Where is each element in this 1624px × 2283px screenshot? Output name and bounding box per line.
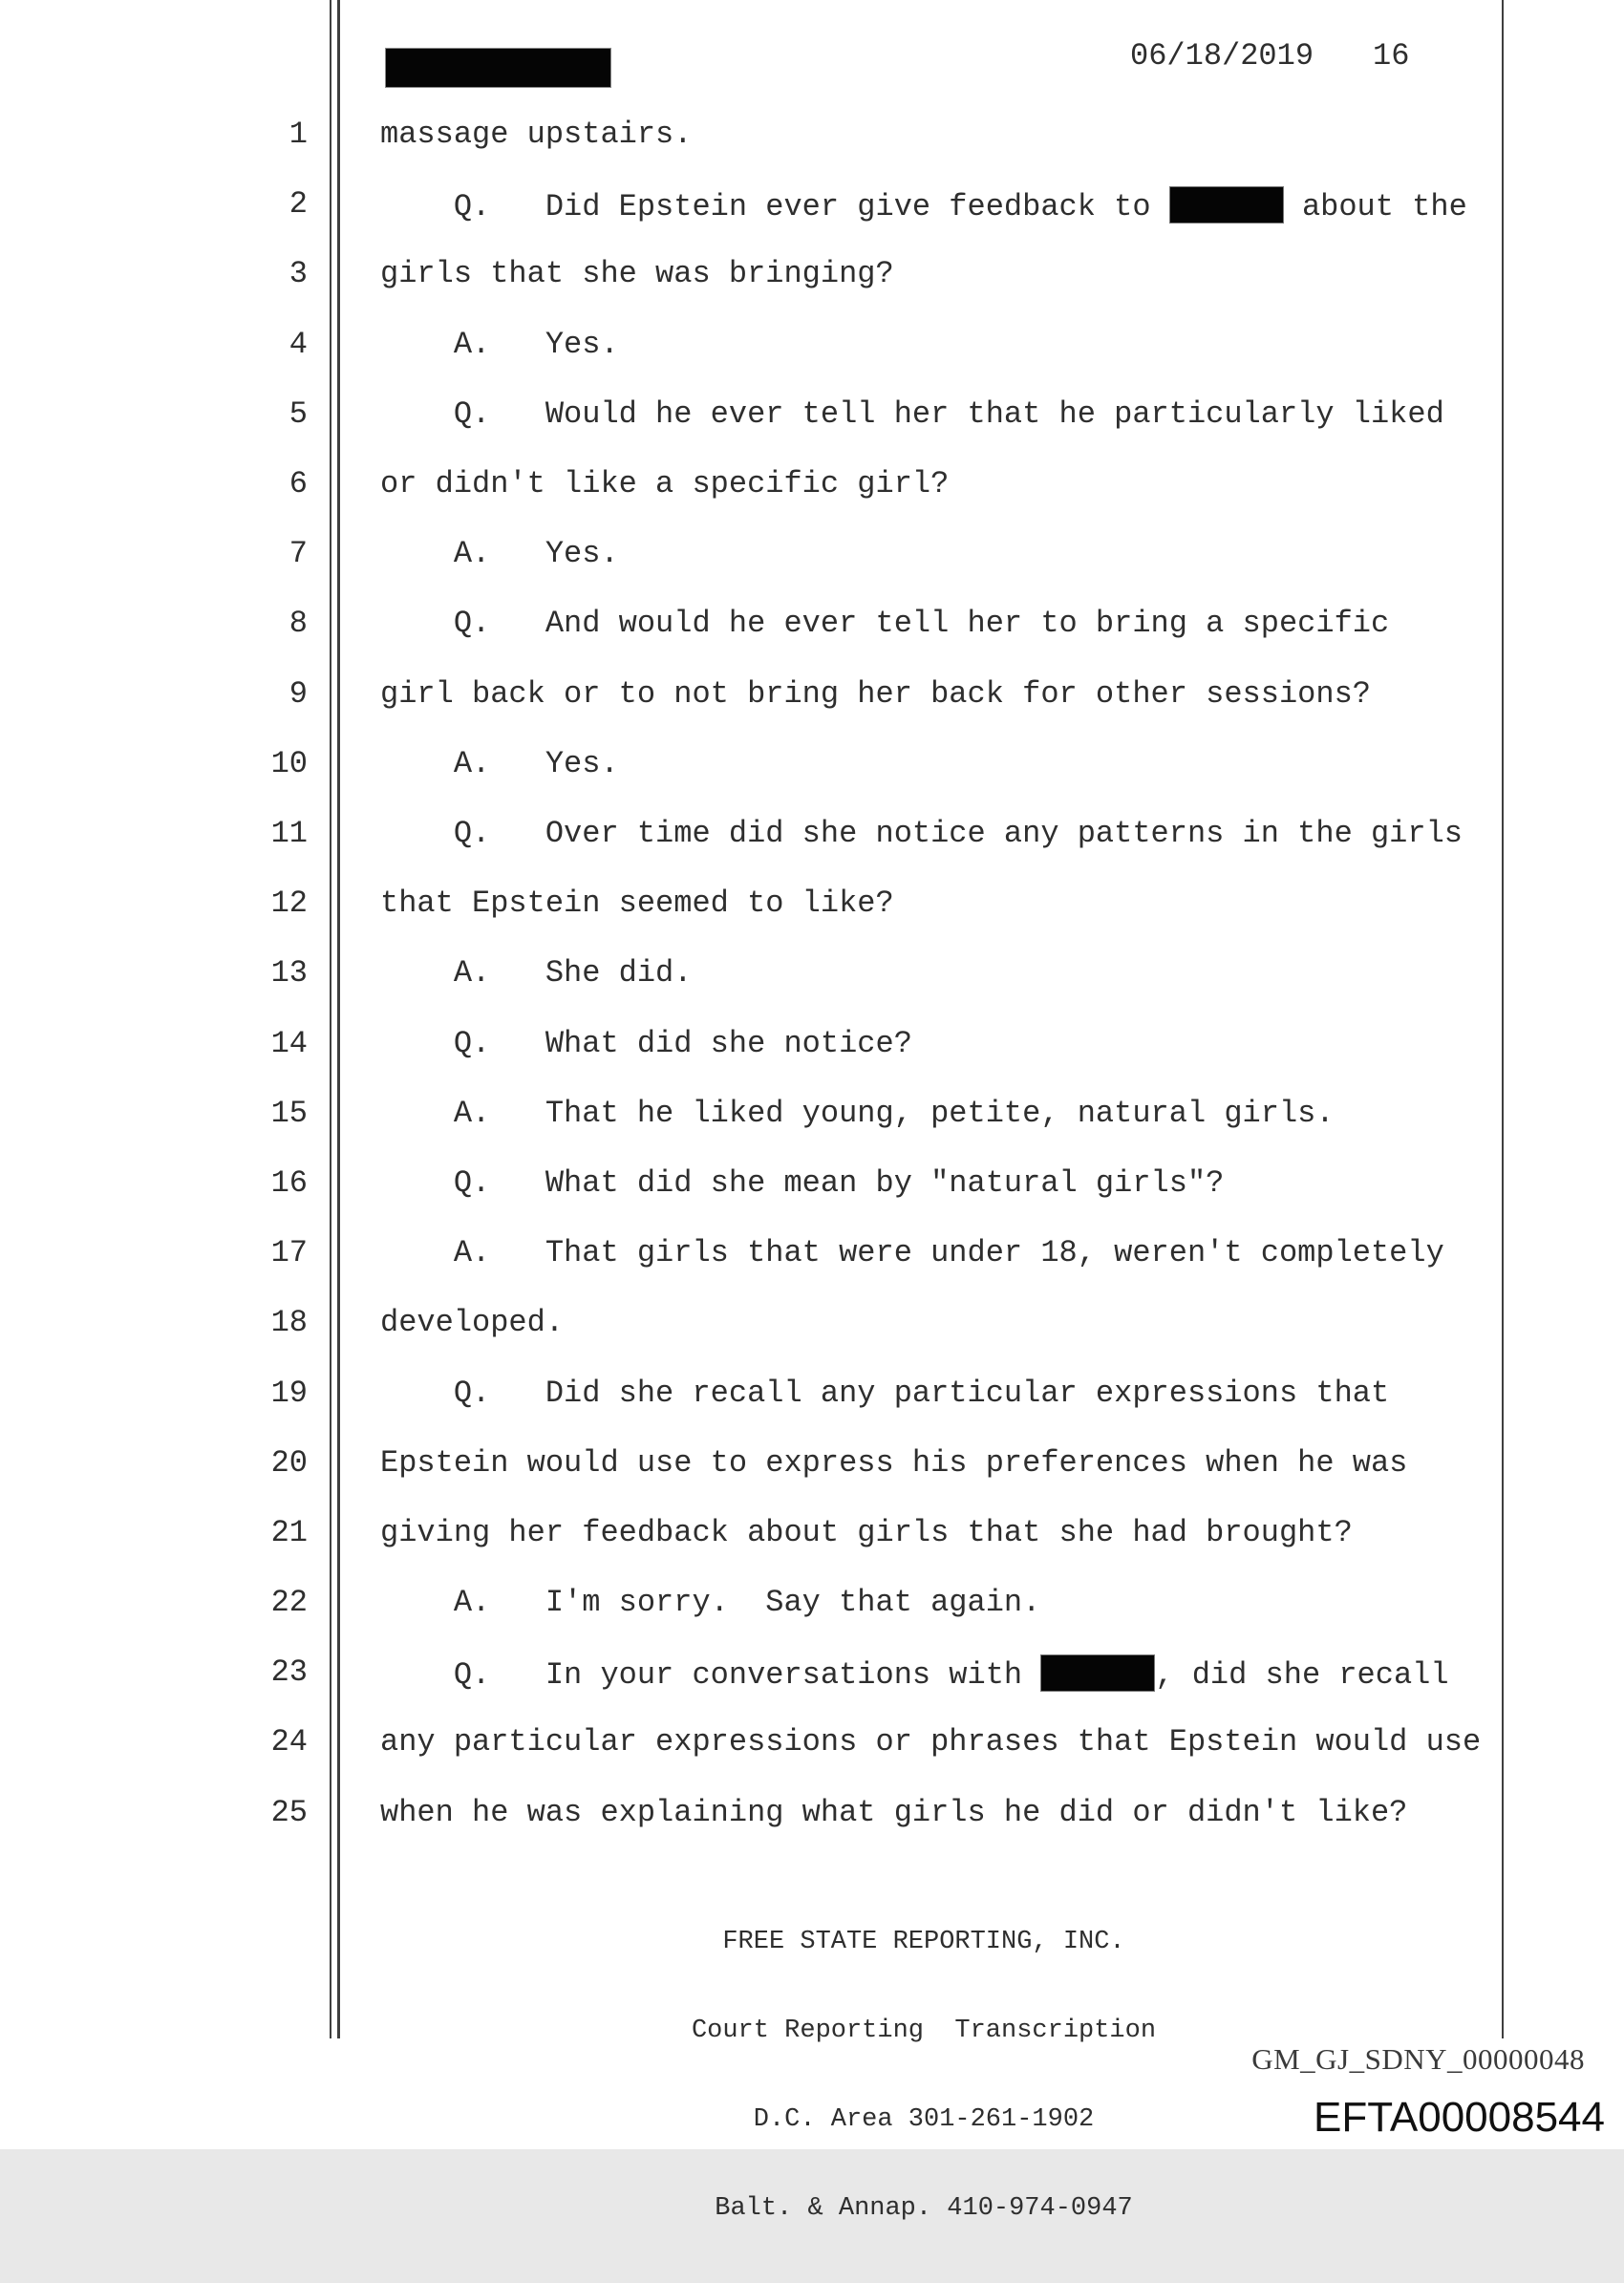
bates-number-primary: GM_GJ_SDNY_00000048 — [1251, 2042, 1585, 2076]
transcript-line — [0, 117, 1624, 157]
line-number: 7 — [288, 536, 308, 571]
transcript-line — [0, 1724, 1624, 1764]
transcript-line — [0, 1305, 1624, 1345]
redaction-bar-inline — [1169, 186, 1284, 224]
transcript-line — [0, 1795, 1624, 1835]
line-text: Q. Did she recall any particular expressions that — [380, 1376, 1390, 1411]
line-number: 3 — [288, 256, 308, 291]
line-number: 19 — [270, 1376, 308, 1411]
transcript-line — [0, 816, 1624, 856]
line-number: 15 — [270, 1096, 308, 1131]
transcript-line — [0, 1376, 1624, 1416]
line-text: Q. What did she notice? — [380, 1026, 912, 1061]
line-number: 24 — [270, 1724, 308, 1760]
transcript-line — [0, 186, 1624, 226]
reporter-footer — [637, 1868, 1210, 2283]
transcript-line — [0, 466, 1624, 506]
line-text: Q. Over time did she notice any patterns in the girls — [380, 816, 1463, 851]
line-text: A. Yes. — [380, 327, 619, 362]
line-text: A. She did. — [380, 955, 693, 991]
footer-phone-dc: D.C. Area 301-261-1902 — [753, 2105, 1095, 2134]
transcript-line — [0, 327, 1624, 367]
footer-company: FREE STATE REPORTING, INC. — [722, 1928, 1125, 1956]
transcript-line — [0, 676, 1624, 716]
line-text-post: about the — [1283, 189, 1467, 224]
line-number: 1 — [288, 117, 308, 152]
line-text: when he was explaining what girls he did or didn't like? — [380, 1795, 1408, 1830]
line-number: 11 — [270, 816, 308, 851]
transcript-line — [0, 1096, 1624, 1136]
line-number: 18 — [270, 1305, 308, 1340]
line-number: 6 — [288, 466, 308, 501]
line-number: 16 — [270, 1165, 308, 1201]
line-text-pre: Q. In your conversations with — [380, 1657, 1041, 1693]
footer-service: Court Reporting Transcription — [691, 2016, 1157, 2045]
redaction-bar-inline — [1040, 1654, 1155, 1692]
line-number: 13 — [270, 955, 308, 991]
line-text: that Epstein seemed to like? — [380, 885, 894, 921]
bates-number-secondary: EFTA00008544 — [1314, 2094, 1605, 2141]
transcript-line — [0, 396, 1624, 437]
line-text: girl back or to not bring her back for other sessions? — [380, 676, 1371, 712]
line-number: 8 — [288, 606, 308, 641]
line-number: 23 — [270, 1654, 308, 1690]
footer-phone-balt: Balt. & Annap. 410-974-0947 — [715, 2194, 1133, 2223]
line-text: Q. What did she mean by "natural girls"? — [380, 1165, 1225, 1201]
line-text-pre: Q. Did Epstein ever give feedback to — [380, 189, 1169, 224]
line-number: 21 — [270, 1515, 308, 1550]
line-number: 2 — [288, 186, 308, 222]
transcript-line — [0, 1235, 1624, 1275]
line-text: A. I'm sorry. Say that again. — [380, 1585, 1041, 1620]
line-text: A. That girls that were under 18, weren't completely — [380, 1235, 1444, 1270]
line-number: 5 — [288, 396, 308, 432]
line-text: giving her feedback about girls that she had brought? — [380, 1515, 1353, 1550]
line-text: developed. — [380, 1305, 565, 1340]
line-text: girls that she was bringing? — [380, 256, 894, 291]
transcript-line — [0, 606, 1624, 646]
line-text-post: , did she recall — [1155, 1657, 1449, 1693]
transcript-line — [0, 746, 1624, 786]
line-text: A. That he liked young, petite, natural girls. — [380, 1096, 1335, 1131]
line-number: 12 — [270, 885, 308, 921]
line-text: any particular expressions or phrases that Epstein would use — [380, 1724, 1482, 1760]
transcript-line — [0, 1026, 1624, 1066]
line-number: 22 — [270, 1585, 308, 1620]
header-date: 06/18/2019 — [1130, 38, 1314, 74]
transcript-line — [0, 1585, 1624, 1625]
header-page-number: 16 — [1373, 38, 1410, 74]
line-text — [380, 186, 1467, 224]
line-number: 14 — [270, 1026, 308, 1061]
line-text: A. Yes. — [380, 746, 619, 781]
line-text: massage upstairs. — [380, 117, 693, 152]
line-text: A. Yes. — [380, 536, 619, 571]
transcript-line — [0, 256, 1624, 296]
line-text: Epstein would use to express his preferences when he was — [380, 1445, 1408, 1481]
transcript-line — [0, 1515, 1624, 1555]
line-number: 17 — [270, 1235, 308, 1270]
line-number: 4 — [288, 327, 308, 362]
line-text — [380, 1654, 1449, 1693]
transcript-line — [0, 1445, 1624, 1485]
line-number: 20 — [270, 1445, 308, 1481]
transcript-line — [0, 536, 1624, 576]
line-number: 25 — [270, 1795, 308, 1830]
line-text: Q. And would he ever tell her to bring a specific — [380, 606, 1390, 641]
transcript-line — [0, 955, 1624, 995]
transcript-line — [0, 885, 1624, 926]
transcript-line — [0, 1654, 1624, 1695]
line-number: 10 — [270, 746, 308, 781]
line-number: 9 — [288, 676, 308, 712]
redaction-bar-header — [385, 48, 611, 88]
transcript-line — [0, 1165, 1624, 1206]
line-text: or didn't like a specific girl? — [380, 466, 950, 501]
line-text: Q. Would he ever tell her that he particularly liked — [380, 396, 1444, 432]
